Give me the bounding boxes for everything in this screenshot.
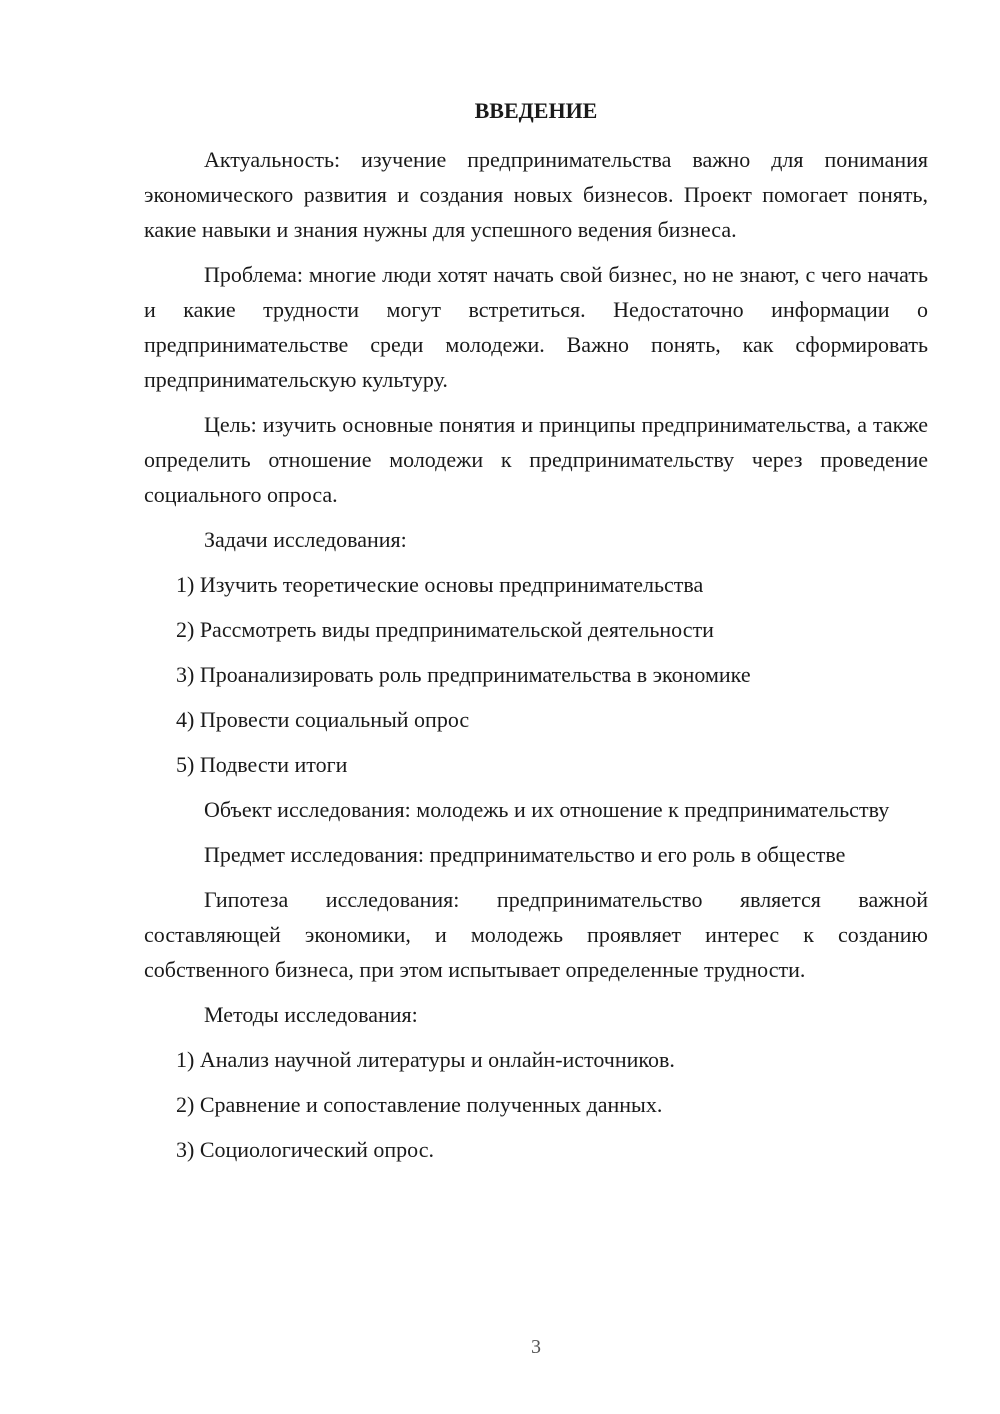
section-title: ВВЕДЕНИЕ <box>474 98 598 123</box>
hypothesis-paragraph: Гипотеза исследования: предпринимательство является важной составляющей экономики, и молодежь проявляет интерес к созданию собственного бизнеса, при этом испытывает определенные трудности. <box>144 887 928 982</box>
tasks-list <box>144 567 928 782</box>
list-item: 1) Анализ научной литературы и онлайн-источников. <box>176 1047 675 1072</box>
methods-list <box>144 1042 928 1167</box>
goal-paragraph: Цель: изучить основные понятия и принципы предпринимательства, а также определить отношение молодежи к предпринимательству через проведение социального опроса. <box>144 412 928 507</box>
subject-paragraph: Предмет исследования: предпринимательство и его роль в обществе <box>204 842 846 867</box>
list-item: 5) Подвести итоги <box>176 752 348 777</box>
list-item: 2) Сравнение и сопоставление полученных данных. <box>176 1092 663 1117</box>
methods-heading: Методы исследования: <box>204 1002 418 1027</box>
list-item: 1) Изучить теоретические основы предпринимательства <box>176 572 704 597</box>
list-item: 2) Рассмотреть виды предпринимательской деятельности <box>176 617 714 642</box>
list-item: 4) Провести социальный опрос <box>176 707 470 732</box>
problem-paragraph: Проблема: многие люди хотят начать свой бизнес, но не знают, с чего начать и какие трудности могут встретиться. Недостаточно информации о предпринимательстве среди молодежи. Важно понять, как сформировать предпринимательскую культуру. <box>144 262 928 392</box>
object-paragraph: Объект исследования: молодежь и их отношение к предпринимательству <box>204 797 890 822</box>
document-body <box>144 142 928 1177</box>
relevance-paragraph: Актуальность: изучение предпринимательства важно для понимания экономического развития и создания новых бизнесов. Проект помогает понять, какие навыки и знания нужны для успешного ведения бизнеса. <box>144 147 928 242</box>
list-item: 3) Социологический опрос. <box>176 1137 434 1162</box>
tasks-heading: Задачи исследования: <box>204 527 407 552</box>
page-number: 3 <box>531 1336 541 1358</box>
list-item: 3) Проанализировать роль предпринимательства в экономике <box>176 662 751 687</box>
